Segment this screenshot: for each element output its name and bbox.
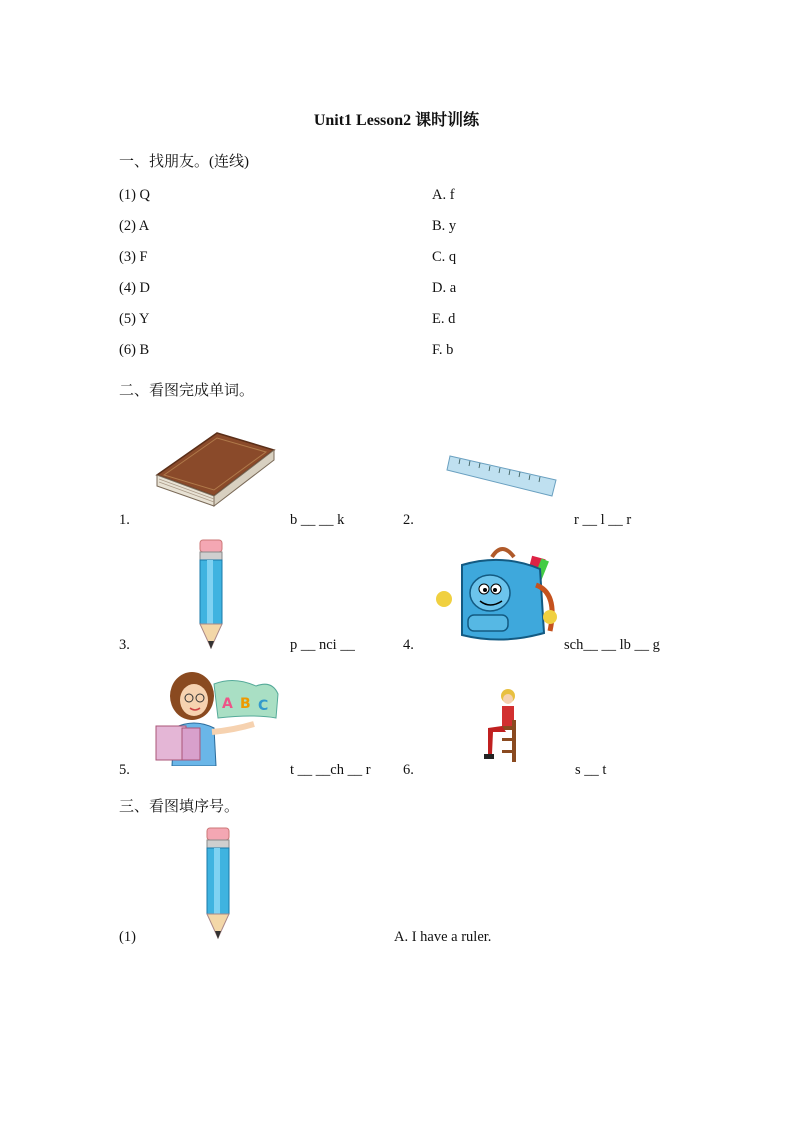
teacher-icon: [154, 670, 280, 766]
match-left-4: (4) D: [119, 280, 151, 296]
book-icon: [154, 430, 278, 510]
word-blank-1: b __ __ k: [290, 512, 345, 528]
word-num-5: 5.: [119, 762, 130, 778]
word-blank-3: p __ nci __: [290, 637, 355, 653]
word-num-6: 6.: [403, 762, 414, 778]
pencil-icon: [201, 826, 235, 942]
match-left-1: (1) Q: [119, 187, 151, 203]
section3-heading: 三、看图填序号。: [119, 799, 240, 815]
word-blank-6: s __ t: [575, 762, 607, 778]
section1-heading: 一、找朋友。(连线): [119, 154, 249, 170]
match-left-2: (2) A: [119, 218, 150, 234]
match-left-5: (5) Y: [119, 311, 150, 327]
match-right-2: B. y: [432, 218, 457, 234]
word-num-1: 1.: [119, 512, 130, 528]
word-blank-5: t __ __ch __ r: [290, 762, 371, 778]
match-right-1: A. f: [432, 187, 455, 203]
word-num-2: 2.: [403, 512, 414, 528]
word-num-3: 3.: [119, 637, 130, 653]
match-right-4: D. a: [432, 280, 457, 296]
sitting-girl-icon: [478, 688, 526, 764]
match-right-5: E. d: [432, 311, 456, 327]
svg-text:C: C: [258, 698, 269, 714]
schoolbag-icon: [432, 545, 562, 645]
word-num-4: 4.: [403, 637, 414, 653]
section2-heading: 二、看图完成单词。: [119, 383, 255, 399]
ruler-icon: [446, 450, 558, 498]
pencil-icon: [194, 538, 228, 652]
word-blank-4: sch__ __ lb __ g: [564, 637, 660, 653]
word-blank-2: r __ l __ r: [574, 512, 632, 528]
match-right-3: C. q: [432, 249, 457, 265]
svg-text:A: A: [222, 696, 233, 712]
section3-option-a: A. I have a ruler.: [394, 929, 492, 945]
section3-item-num: (1): [119, 929, 136, 945]
page-title: Unit1 Lesson2 课时训练: [313, 112, 480, 129]
match-right-6: F. b: [432, 342, 454, 358]
match-left-3: (3) F: [119, 249, 148, 265]
svg-text:B: B: [240, 696, 251, 712]
match-left-6: (6) B: [119, 342, 150, 358]
